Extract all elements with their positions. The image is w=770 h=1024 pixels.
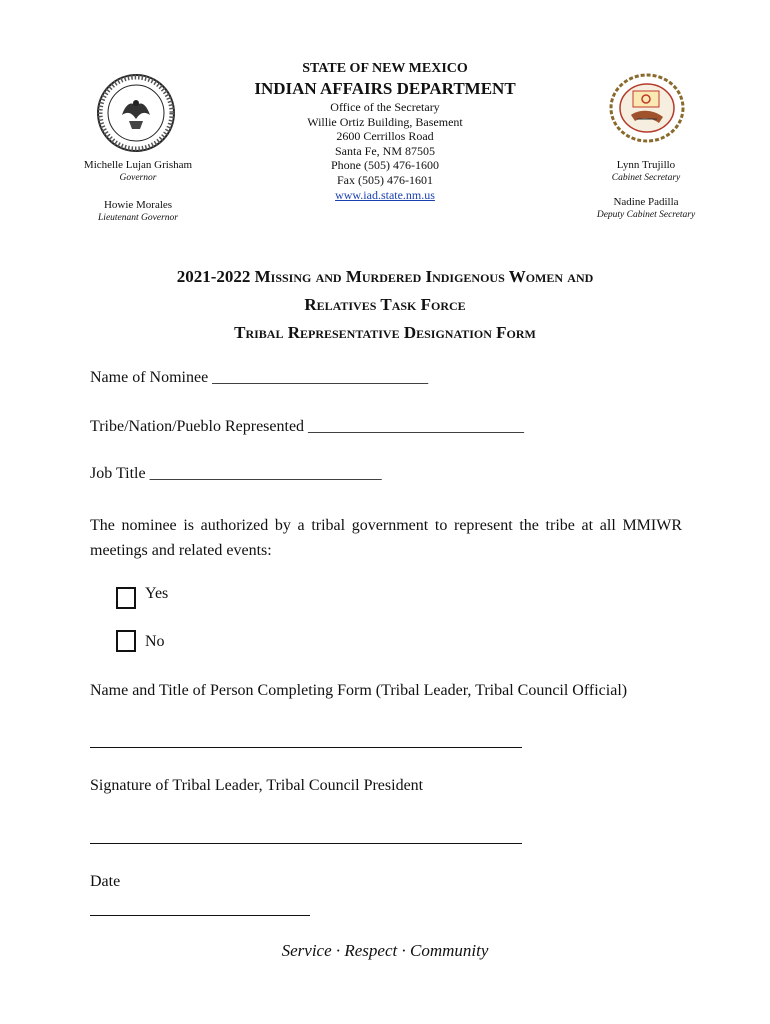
deputy-secretary-block bbox=[588, 196, 704, 222]
form-title-line: 2021-2022 Missing and Murdered Indigenous Women and bbox=[176, 267, 594, 286]
date-line[interactable] bbox=[90, 915, 310, 916]
authorization-statement: The nominee is authorized by a tribal government to represent the tribe at all MMIWR meetings and related events: bbox=[90, 517, 682, 559]
address-line: Willie Ortiz Building, Basement bbox=[307, 114, 463, 129]
fax-line: Fax (505) 476-1601 bbox=[337, 172, 433, 187]
address-block bbox=[0, 100, 770, 202]
governor-name: Michelle Lujan Grisham bbox=[83, 159, 193, 171]
yes-label: Yes bbox=[145, 585, 169, 602]
address-line: Santa Fe, NM 87505 bbox=[335, 143, 435, 158]
no-label: No bbox=[145, 633, 165, 650]
yes-checkbox[interactable] bbox=[116, 587, 136, 609]
nominee-name-field[interactable]: Name of Nominee ___________________________ bbox=[90, 369, 429, 386]
governor-block bbox=[78, 159, 198, 185]
form-title bbox=[0, 263, 770, 347]
cabinet-secretary-name: Lynn Trujillo bbox=[616, 159, 676, 171]
form-title-line: Tribal Representative Designation Form bbox=[234, 323, 536, 342]
completing-person-label: Name and Title of Person Completing Form (Tribal Leader, Tribal Council Official) bbox=[90, 682, 628, 699]
tribe-represented-field[interactable]: Tribe/Nation/Pueblo Represented ___________________________ bbox=[90, 418, 525, 435]
footer-motto: Service · Respect · Community bbox=[281, 941, 489, 960]
cabinet-secretary-title: Cabinet Secretary bbox=[611, 173, 681, 183]
deputy-secretary-name: Nadine Padilla bbox=[613, 196, 679, 208]
cabinet-secretary-block bbox=[588, 159, 704, 185]
no-checkbox[interactable] bbox=[116, 630, 136, 652]
date-label: Date bbox=[90, 873, 121, 890]
address-line: Office of the Secretary bbox=[330, 100, 440, 114]
deputy-secretary-title: Deputy Cabinet Secretary bbox=[596, 210, 696, 220]
state-title: STATE OF NEW MEXICO bbox=[302, 61, 468, 76]
completing-person-line[interactable] bbox=[90, 747, 522, 748]
form-title-line: Relatives Task Force bbox=[304, 295, 466, 314]
lt-governor-name: Howie Morales bbox=[103, 199, 173, 211]
website-link[interactable]: www.iad.state.nm.us bbox=[335, 187, 435, 202]
phone-line: Phone (505) 476-1600 bbox=[331, 158, 439, 173]
signature-line[interactable] bbox=[90, 843, 522, 844]
job-title-field[interactable]: Job Title _____________________________ bbox=[90, 465, 382, 482]
lt-governor-block bbox=[78, 199, 198, 225]
lt-governor-title: Lieutenant Governor bbox=[98, 213, 178, 223]
department-title: INDIAN AFFAIRS DEPARTMENT bbox=[254, 79, 516, 98]
governor-title: Governor bbox=[119, 173, 157, 183]
signature-label: Signature of Tribal Leader, Tribal Council President bbox=[90, 777, 424, 794]
address-line: 2600 Cerrillos Road bbox=[336, 129, 434, 144]
